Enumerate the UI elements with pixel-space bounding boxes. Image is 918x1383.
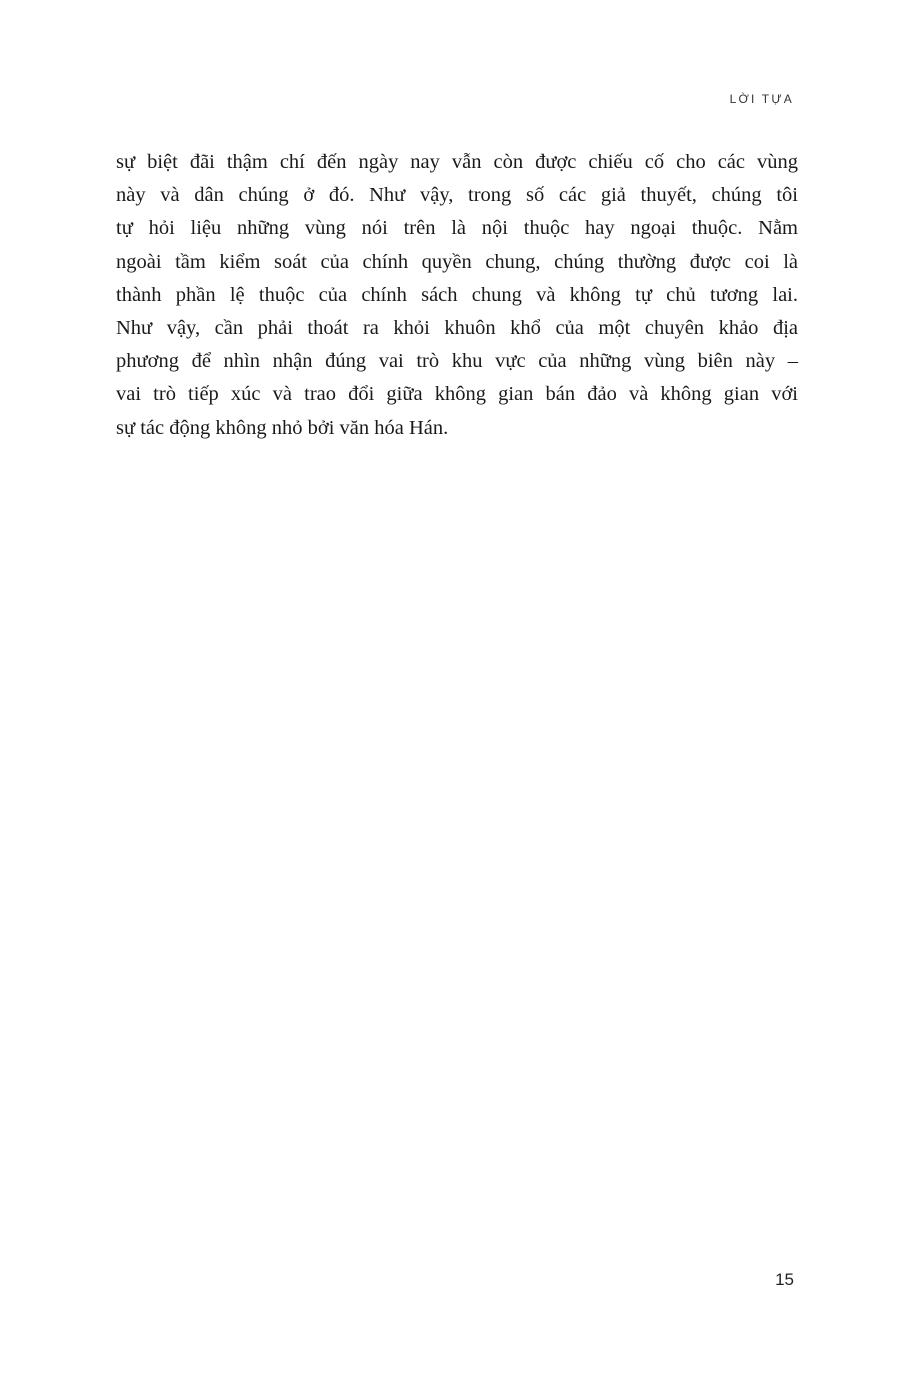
text-line: thành phần lệ thuộc của chính sách chung và không tự chủ tương lai.	[116, 283, 798, 306]
text-line: phương để nhìn nhận đúng vai trò khu vực của những vùng biên này –	[116, 350, 798, 373]
body-paragraph	[116, 146, 798, 445]
text-line: tự hỏi liệu những vùng nói trên là nội thuộc hay ngoại thuộc. Nằm	[116, 217, 798, 240]
running-header: LỜI TỰA	[729, 92, 794, 106]
text-line: sự biệt đãi thậm chí đến ngày nay vẫn còn được chiếu cố cho các vùng	[116, 151, 798, 173]
text-line: ngoài tầm kiểm soát của chính quyền chung, chúng thường được coi là	[116, 250, 798, 273]
text-line: sự tác động không nhỏ bởi văn hóa Hán.	[116, 416, 449, 439]
page-number: 15	[775, 1270, 794, 1289]
text-line: này và dân chúng ở đó. Như vậy, trong số các giả thuyết, chúng tôi	[116, 184, 798, 207]
text-line: vai trò tiếp xúc và trao đổi giữa không gian bán đảo và không gian với	[116, 383, 798, 406]
text-line: Như vậy, cần phải thoát ra khỏi khuôn khổ của một chuyên khảo địa	[116, 317, 798, 340]
